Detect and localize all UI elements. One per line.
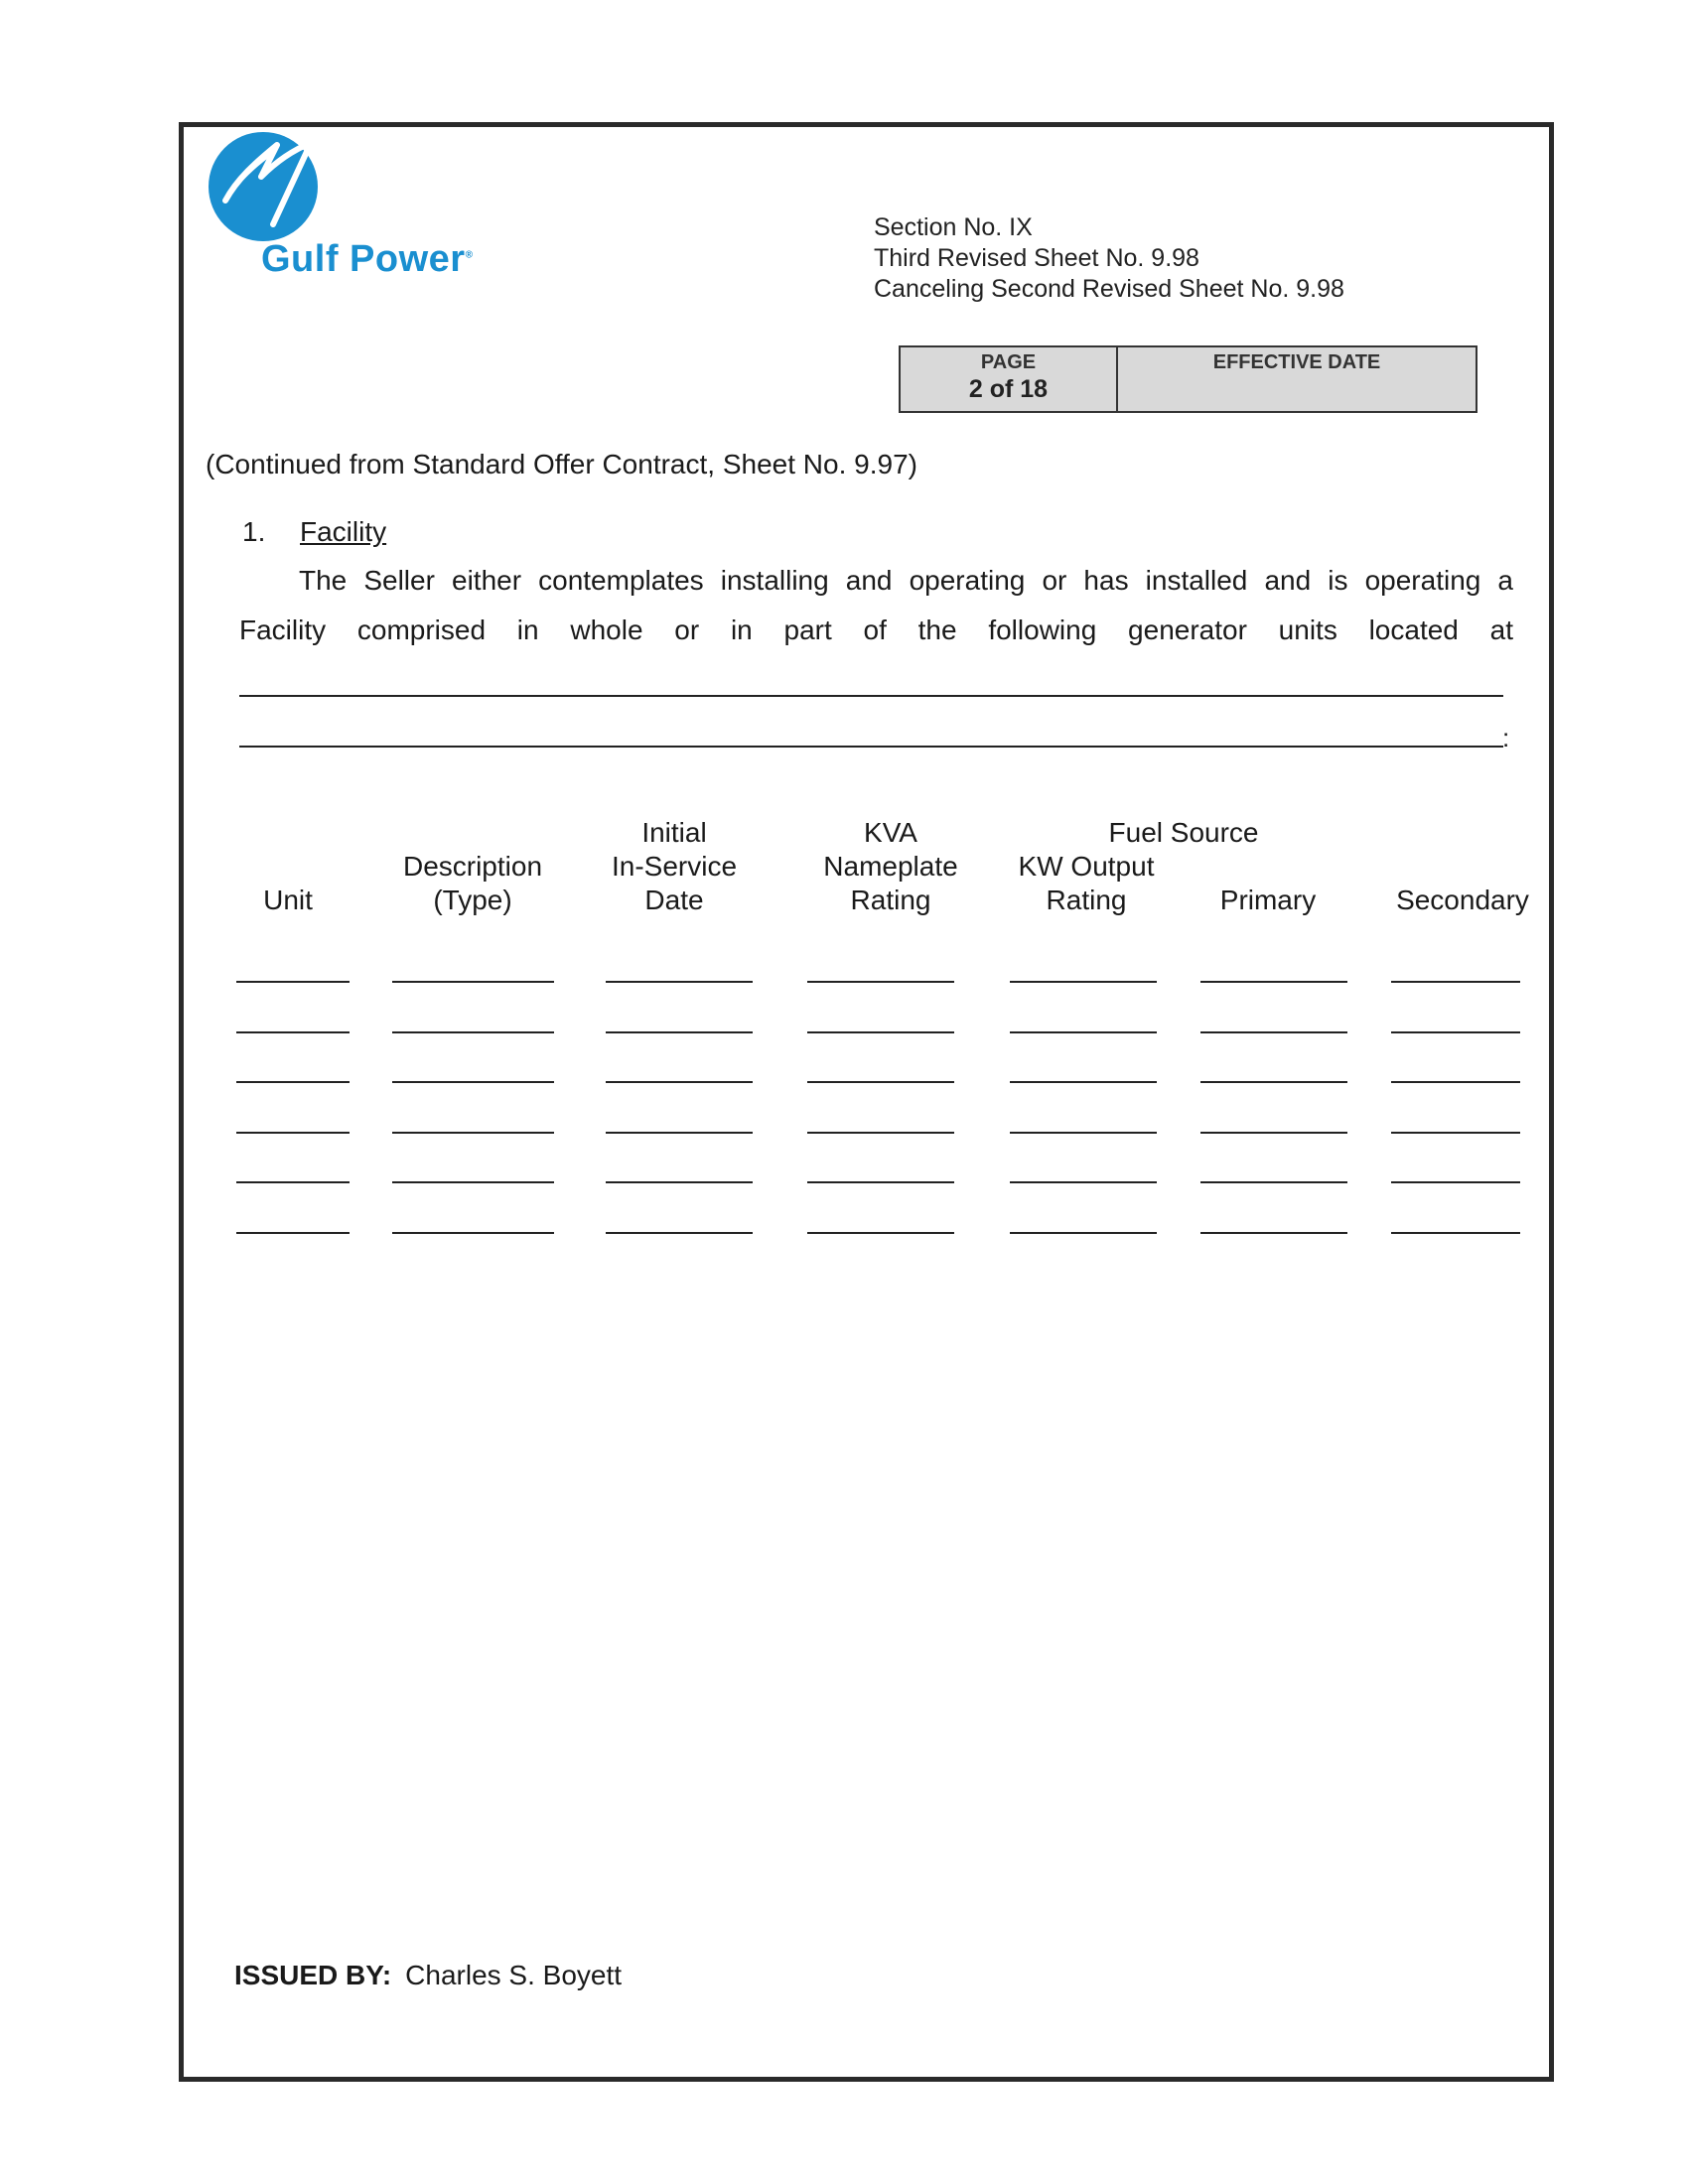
blank-entry-line-description: [392, 1181, 554, 1183]
revision-number: Third Revised Sheet No. 9.98: [874, 244, 1199, 272]
section-heading: [242, 516, 386, 548]
blank-entry-line-kw-output-rating: [1010, 1081, 1157, 1083]
issued-by-name: Charles S. Boyett: [405, 1960, 623, 1990]
blank-entry-line-kw-output-rating: [1010, 1132, 1157, 1134]
blank-entry-line-in-service-date: [606, 981, 753, 983]
column-header-line: Rating: [850, 885, 931, 915]
blank-entry-line-fuel-secondary: [1391, 1181, 1520, 1183]
column-header-line: Primary: [1219, 885, 1317, 915]
blank-entry-line-description: [392, 1081, 554, 1083]
blank-entry-line-fuel-secondary: [1391, 981, 1520, 983]
document-border: [179, 122, 1554, 2082]
blank-entry-line-description: [392, 1031, 554, 1033]
blank-entry-line-fuel-primary: [1200, 1232, 1347, 1234]
blank-entry-line-unit: [236, 1081, 350, 1083]
blank-entry-line-fuel-primary: [1200, 1132, 1347, 1134]
blank-entry-line-unit: [236, 981, 350, 983]
blank-entry-line-fuel-secondary: [1391, 1232, 1520, 1234]
page-label: PAGE: [980, 351, 1037, 373]
page-value: 2 of 18: [968, 375, 1049, 403]
blank-entry-line-in-service-date: [606, 1181, 753, 1183]
brand-name: Gulf Power®: [261, 238, 474, 280]
blank-entry-line-kva-rating: [807, 981, 954, 983]
blank-entry-line-unit: [236, 1132, 350, 1134]
column-header-line: Secondary: [1396, 885, 1529, 915]
blank-entry-line-kw-output-rating: [1010, 1031, 1157, 1033]
blank-entry-line-description: [392, 1232, 554, 1234]
column-header-line: Initial: [641, 817, 707, 848]
page-cell: [901, 347, 1118, 411]
column-header-line: Description: [402, 851, 543, 882]
column-header-in-service-date: [555, 816, 793, 917]
effective-date-cell: [1118, 347, 1476, 411]
blank-entry-line-fuel-primary: [1200, 1081, 1347, 1083]
location-blank-line-1: [239, 695, 1503, 697]
column-header-line: (Type): [433, 885, 512, 915]
blank-entry-line-kva-rating: [807, 1232, 954, 1234]
blank-entry-line-unit: [236, 1232, 350, 1234]
paragraph-line-2: Facility comprised in whole or in part of the following generator units located at: [239, 614, 1513, 645]
blank-entry-line-description: [392, 981, 554, 983]
blank-entry-line-in-service-date: [606, 1031, 753, 1033]
page-effective-box: [899, 345, 1477, 413]
blank-entry-line-kva-rating: [807, 1031, 954, 1033]
location-blank-line-2: [239, 746, 1503, 748]
column-header-line: Nameplate: [823, 851, 958, 882]
column-header-fuel-secondary: [1343, 884, 1582, 917]
blank-entry-line-fuel-secondary: [1391, 1031, 1520, 1033]
blank-entry-line-fuel-primary: [1200, 1031, 1347, 1033]
column-header-line: In-Service: [611, 851, 738, 882]
facility-paragraph: [239, 556, 1513, 655]
blank-entry-line-kva-rating: [807, 1132, 954, 1134]
blank-entry-line-in-service-date: [606, 1081, 753, 1083]
column-header-line: Date: [644, 885, 704, 915]
blank-entry-line-fuel-primary: [1200, 1181, 1347, 1183]
effective-date-label: EFFECTIVE DATE: [1212, 351, 1381, 373]
blank-entry-line-in-service-date: [606, 1232, 753, 1234]
blank-entry-line-fuel-secondary: [1391, 1132, 1520, 1134]
issued-by: [234, 1960, 622, 1991]
column-header-line: KVA: [864, 817, 917, 848]
blank-entry-line-kw-output-rating: [1010, 981, 1157, 983]
blank-entry-line-fuel-secondary: [1391, 1081, 1520, 1083]
sheet-info: [874, 212, 1344, 305]
blank-entry-line-fuel-primary: [1200, 981, 1347, 983]
section-title: Facility: [300, 516, 387, 547]
paragraph-line-1: The Seller either contemplates installing and operating or has installed and is operating a: [299, 565, 1513, 596]
blank-entry-line-kw-output-rating: [1010, 1232, 1157, 1234]
blank-entry-line-unit: [236, 1031, 350, 1033]
location-colon: :: [1502, 723, 1510, 752]
column-header-line: KW Output: [1018, 851, 1155, 882]
issued-by-label: ISSUED BY:: [234, 1960, 392, 1990]
blank-entry-line-in-service-date: [606, 1132, 753, 1134]
fuel-source-header: Fuel Source: [1108, 817, 1259, 848]
continued-note: (Continued from Standard Offer Contract, Sheet No. 9.97): [206, 449, 917, 479]
blank-entry-line-unit: [236, 1181, 350, 1183]
blank-entry-line-kw-output-rating: [1010, 1181, 1157, 1183]
canceling-sheet: Canceling Second Revised Sheet No. 9.98: [874, 275, 1344, 303]
blank-entry-line-kva-rating: [807, 1181, 954, 1183]
section-number-label: 1.: [242, 516, 266, 547]
column-header-line: Rating: [1046, 885, 1127, 915]
section-number: Section No. IX: [874, 213, 1033, 241]
blank-entry-line-description: [392, 1132, 554, 1134]
column-header-line: Unit: [263, 885, 313, 915]
blank-entry-line-kva-rating: [807, 1081, 954, 1083]
